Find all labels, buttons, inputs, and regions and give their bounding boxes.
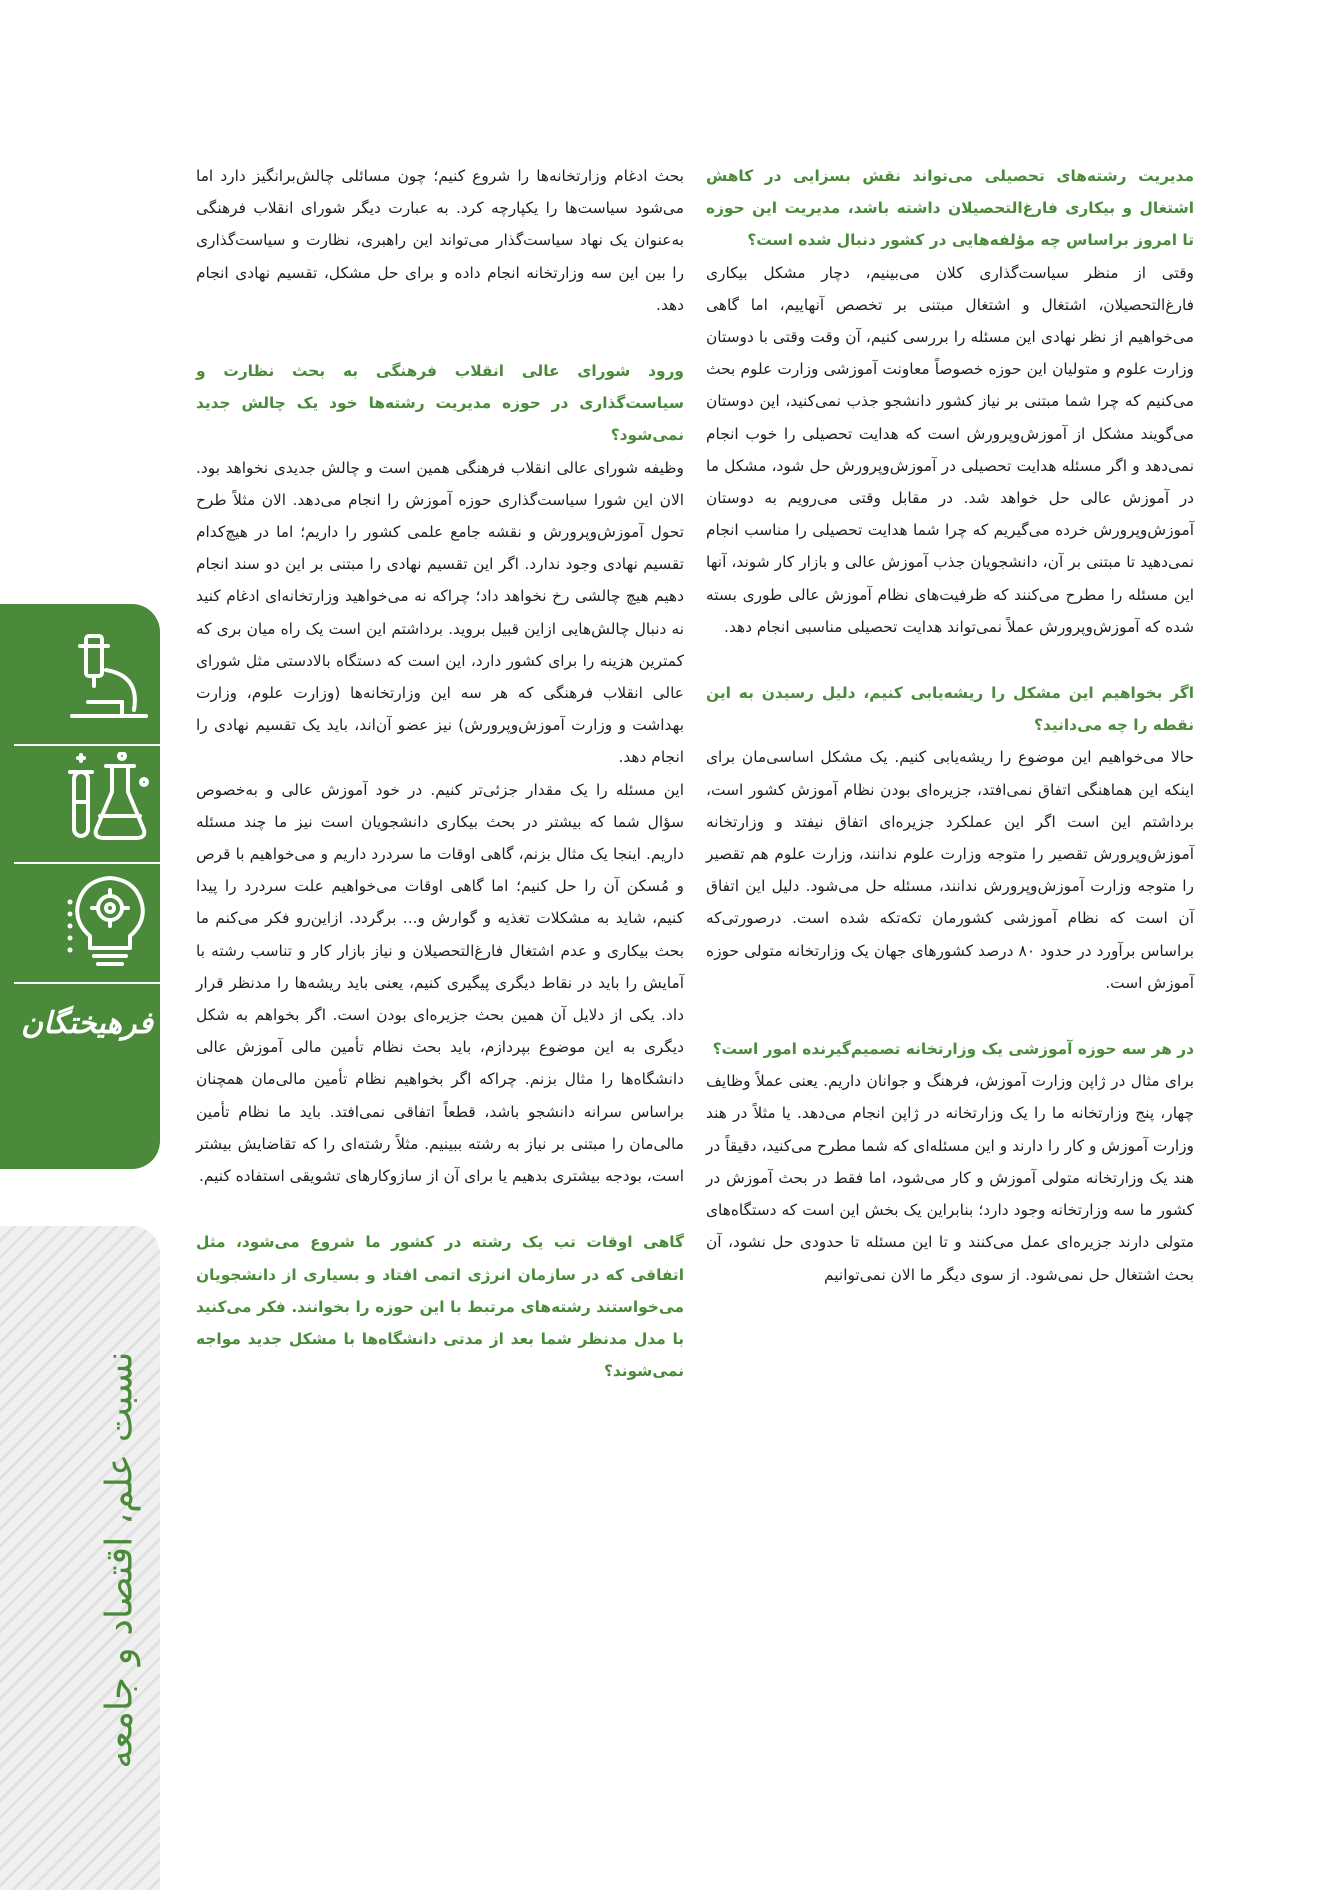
question-heading: ورود شورای عالی انقلاب فرهنگی به بحث نظارت و سیاست‌گذاری در حوزه مدیریت رشته‌ها خود یک چالش جدید نمی‌شود؟ [196, 362, 684, 445]
sidebar-divider [14, 744, 160, 746]
lightbulb-gear-icon [66, 872, 156, 972]
answer-paragraph: حالا می‌خواهیم این موضوع را ریشه‌یابی کنیم. یک مشکل اساسی‌مان برای اینکه این هماهنگی اتفاق نمی‌افتد، جزیره‌ای بودن نظام آموزش کشور است، برداشتم این است اگر این عملکرد جزیره‌ای اتفاق نیفتد و وزارتخانه آموزش‌وپرورش تقصیر را متوجه وزارت علوم ندانند، وزارت علوم هم تقصیر را متوجه وزارت آموزش‌وپرورش ندانند، مسئله حل می‌شود. دلیل این اتفاق آن است که نظام آموزشی کشورمان تکه‌تکه شده است. درصورتی‌که براساس برآورد در حدود ۸۰ درصد کشورهای جهان یک وزارتخانه متولی حوزه آموزش است. [706, 748, 1194, 992]
answer-paragraph: برای مثال در ژاپن وزارت آموزش، فرهنگ و جوانان داریم. یعنی عملاً وظایف چهار، پنج وزارتخانه ما را یک وزارتخانه در ژاپن انجام می‌دهد. یا مثلاً در هند وزارت آموزش و کار را دارند و این مسئله‌ای که شما مطرح می‌کنید، دقیقاً در هند یک وزارتخانه متولی آموزش و کار می‌شود، اما فقط در بحث آموزش در کشور ما سه وزارتخانه وجود دارد؛ بنابراین یک بخش این است که دستگاه‌های متولی دارند جزیره‌ای عمل می‌کنند و تا این مسئله تا حدودی حل نشود، آن بحث اشتغال حل نمی‌شود. از سوی دیگر ما الان نمی‌توانیم [706, 1072, 1194, 1284]
right-column [706, 160, 1194, 1291]
sidebar-divider [14, 862, 160, 864]
section-title: نسبت علم، اقتصاد و جامعه [97, 1351, 141, 1769]
microscope-icon [66, 630, 156, 730]
question-heading: گاهی اوقات تب یک رشته در کشور ما شروع می‌شود، مثل اتفاقی که در سازمان انرژی اتمی افتاد و بسیاری از دانشجویان می‌خواستند رشته‌های مرتبط با این حوزه را بخوانند. فکر می‌کنید با مدل مدنظر شما بعد از مدتی دانشگاه‌ها با مشکل جدید مواجه نمی‌شوند؟ [196, 1233, 684, 1381]
answer-paragraph: این مسئله را یک مقدار جزئی‌تر کنیم. در خود آموزش عالی و به‌خصوص سؤال شما که بیشتر در بحث بیکاری دانشجویان است نیز ما چند مسئله داریم. اینجا یک مثال بزنم، گاهی اوقات ما سردرد داریم و می‌خواهیم با قرص و مُسکن آن را حل کنیم؛ اما گاهی اوقات می‌خواهیم علت سردرد را پیدا کنیم، شاید به مشکلات تغذیه و گوارش و... برگردد. ازاین‌رو فکر می‌کنم ما بحث بیکاری و عدم اشتغال فارغ‌التحصیلان و نیاز بازار کار و تناسب رشته با آمایش را باید در نقاط دیگری پیگیری کنیم، یعنی باید ریشه‌ها را مدنظر قرار داد. یکی از دلایل آن همین بحث جزیره‌ای بودن است. اگر بخواهم به شکل دیگری به این موضوع بپردازم، باید بحث نظام تأمین مالی آموزش عالی دانشگاه‌ها را مثال بزنم. چراکه اگر بخواهیم نظام تأمین مالی‌مان همچنان براساس سرانه دانشجو باشد، قطعاً اتفاقی نمی‌افتد. باید ما نظام تأمین مالی‌مان را مبتنی بر نیاز به رشته ببینیم. مثلاً رشته‌ای را که تقاضایش بیشتر است، بودجه بیشتری بدهیم یا برای آن از سازوکارهای تشویقی استفاده کنیم. [196, 780, 684, 1186]
brand-logo: فرهیختگان [21, 1006, 153, 1041]
sidebar-divider [14, 982, 160, 984]
answer-paragraph: وظیفه شورای عالی انقلاب فرهنگی همین است و چالش جدیدی نخواهد بود. الان این شورا سیاست‌گذاری حوزه آموزش را انجام می‌دهد. الان مثلاً طرح تحول آموزش‌وپرورش و نقشه جامع علمی کشور را داریم؛ اما در هیچ‌کدام تقسیم نهادی وجود ندارد. اگر این تقسیم نهادی را مبتنی بر این دو سند انجام دهیم هیچ چالشی رخ نخواهد داد؛ چراکه نه می‌خواهید وزارتخانه‌ای ادغام کنید نه دنبال چالش‌هایی ازاین قبیل بروید. برداشتم این است یک راه میان بری که کمترین هزینه را برای کشور دارد، این است که دستگاه بالادستی مثل شورای عالی انقلاب فرهنگی که هر سه این وزارتخانه‌ها (وزارت علوم، وزارت بهداشت و وزارت آموزش‌وپرورش) نیز عضو آن‌اند، باید یک تقسیم نهادی را انجام دهد. [196, 458, 684, 767]
question-heading: اگر بخواهیم این مشکل را ریشه‌یابی کنیم، دلیل رسیدن به این نقطه را چه می‌دانید؟ [706, 684, 1194, 735]
answer-paragraph: وقتی از منظر سیاست‌گذاری کلان می‌بینیم، دچار مشکل بیکاری فارغ‌التحصیلان، اشتغال و اشتغال مبتنی بر تخصص آنهاییم، اما گاهی می‌خواهیم از نظر نهادی این مسئله را بررسی کنیم، آن وقت وقتی با دوستان وزارت علوم و متولیان این حوزه خصوصاً معاونت آموزشی وزارت علوم بحث می‌کنیم که چرا شما مبتنی بر نیاز کشور دانشجو جذب نمی‌کنید، این دوستان می‌گویند مشکل از آموزش‌وپرورش است که هدایت تحصیلی را خوب انجام نمی‌دهد و اگر مسئله هدایت تحصیلی در آموزش‌وپرورش حل شود، مشکل ما در آموزش عالی حل خواهد شد. در مقابل وقتی می‌رویم به دوستان آموزش‌وپرورش خرده می‌گیریم که چرا شما هدایت تحصیلی را مناسب انجام نمی‌دهید تا مبتنی بر آن، دانشجویان جذب آموزش عالی و بازار کار شوند، آنها این مسئله را مطرح می‌کنند که ظرفیت‌های نظام آموزش عالی طوری بسته شده که آموزش‌وپرورش عملاً نمی‌تواند هدایت تحصیلی مناسبی انجام دهد. [706, 263, 1194, 636]
answer-paragraph: بحث ادغام وزارتخانه‌ها را شروع کنیم؛ چون مسائلی چالش‌برانگیز دارد اما می‌شود سیاست‌ها را یکپارچه کرد. به عبارت دیگر شورای انقلاب فرهنگی به‌عنوان یک نهاد سیاست‌گذار می‌تواند این راهبری، نظارت و سیاست‌گذاری را بین این سه وزارتخانه انجام داده و برای حل مشکل، تقسیم نهادی انجام دهد. [196, 167, 684, 314]
page-number: ۱۶۹ [94, 1104, 159, 1150]
question-heading: مدیریت رشته‌های تحصیلی می‌تواند نقش بسزایی در کاهش اشتغال و بیکاری فارغ‌التحصیلان داشته باشد، مدیریت این حوزه تا امروز براساس چه مؤلفه‌هایی در کشور دنبال شده است؟ [706, 167, 1194, 250]
question-heading: در هر سه حوزه آموزشی یک وزارتخانه تصمیم‌گیرنده امور است؟ [712, 1040, 1194, 1059]
lab-flasks-icon [66, 752, 156, 852]
left-column [196, 160, 684, 1387]
